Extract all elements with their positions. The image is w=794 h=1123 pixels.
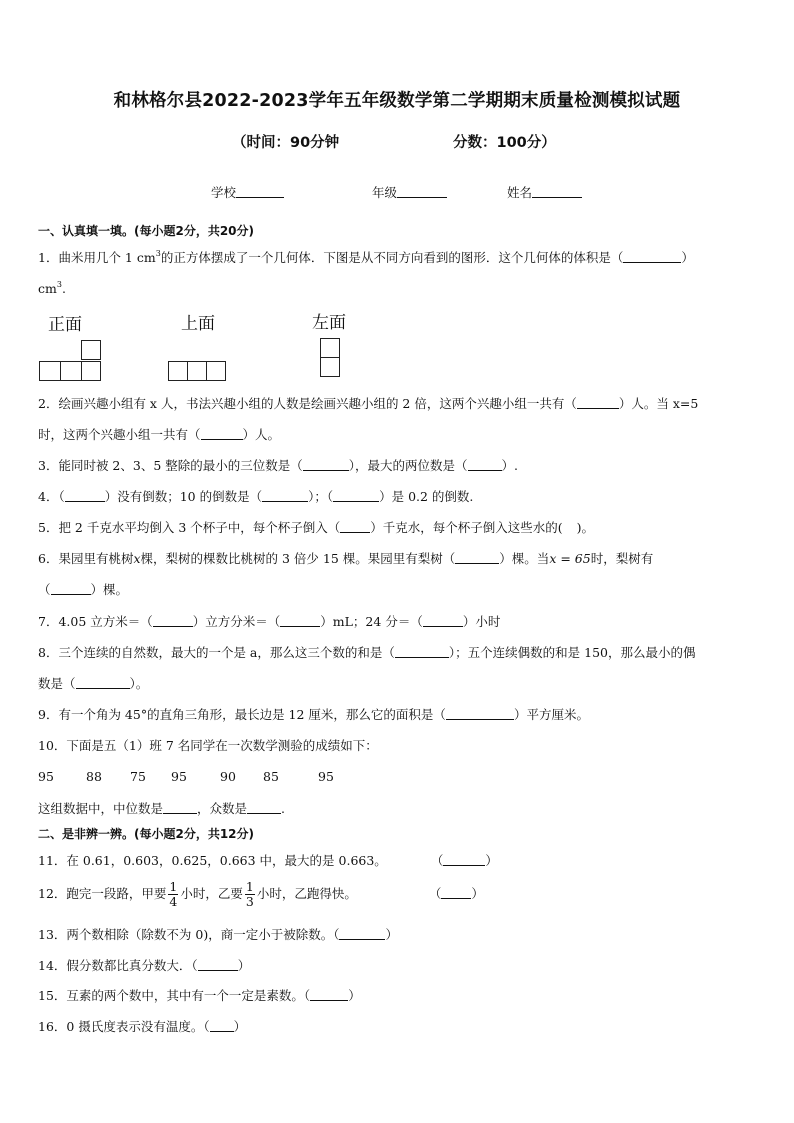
q8-text-b: ）；五个连续偶数的和是 150，那么最小的偶 bbox=[448, 645, 696, 660]
q8-text-d: ）。 bbox=[129, 676, 149, 691]
q4-blank-3[interactable] bbox=[333, 489, 379, 502]
grade-blank[interactable] bbox=[397, 185, 447, 198]
q2-text-d: ）人。 bbox=[242, 427, 281, 442]
q3-text-c: ）. bbox=[501, 458, 519, 473]
score-value: 90 bbox=[220, 769, 236, 784]
q6-text-c: ）棵。当 bbox=[499, 551, 550, 566]
q15-text: 15．互素的两个数中，其中有一个一定是素数。 bbox=[38, 988, 304, 1003]
score-value: 95 bbox=[318, 769, 334, 784]
q12-fraction-1: $\frac{1}{4}$ bbox=[169, 879, 178, 909]
q12-text-b: 小时，乙要 bbox=[180, 886, 243, 901]
q2-text-c: 时，这两个兴趣小组一共有（ bbox=[38, 427, 201, 442]
top-view-cell bbox=[206, 361, 226, 381]
q10-blank-median[interactable] bbox=[163, 801, 197, 814]
view-label-front: 正面 bbox=[48, 315, 82, 335]
q10-text-c: ，众数是 bbox=[197, 801, 248, 816]
q16-text: 16．0 摄氏度表示没有温度。 bbox=[38, 1019, 204, 1034]
question-5 bbox=[38, 520, 594, 536]
school-label: 学校 bbox=[211, 185, 237, 200]
q1-unit: cm bbox=[38, 281, 57, 296]
front-view-cell bbox=[60, 361, 82, 381]
name-blank[interactable] bbox=[532, 185, 582, 198]
q4-text-a: 4．（ bbox=[38, 489, 65, 504]
question-2-cont bbox=[38, 427, 280, 443]
q7-blank-3[interactable] bbox=[423, 614, 463, 627]
q12-text-a: 12．跑完一段路，甲要 bbox=[38, 886, 167, 901]
q6-text-a: 6．果园里有桃树 bbox=[38, 551, 134, 566]
question-7 bbox=[38, 614, 500, 630]
view-label-top: 上面 bbox=[181, 314, 215, 334]
q12-fraction-2: $\frac{1}{3}$ bbox=[245, 879, 254, 909]
school-blank[interactable] bbox=[236, 185, 284, 198]
q8-blank-1[interactable] bbox=[395, 645, 449, 658]
q8-blank-2[interactable] bbox=[76, 676, 130, 689]
q13-text: 13．两个数相除（除数不为 0)，商一定小于被除数。 bbox=[38, 927, 334, 942]
q15-answer-blank[interactable] bbox=[310, 988, 348, 1001]
q5-text-c: )。 bbox=[576, 520, 595, 535]
q7-blank-2[interactable] bbox=[280, 614, 320, 627]
section1-heading: 一、认真填一填。(每小题2分，共20分) bbox=[38, 224, 255, 238]
q8-text-a: 8．三个连续的自然数，最大的一个是 a，那么这三个数的和是（ bbox=[38, 645, 395, 660]
score-value: 95 bbox=[38, 769, 54, 784]
q9-blank[interactable] bbox=[446, 707, 514, 720]
score-value: 75 bbox=[130, 769, 146, 784]
score-value: 85 bbox=[263, 769, 279, 784]
left-view-cell bbox=[320, 357, 340, 377]
q14-answer-blank[interactable] bbox=[198, 958, 238, 971]
q3-blank-1[interactable] bbox=[303, 458, 349, 471]
q10-blank-mode[interactable] bbox=[247, 801, 281, 814]
q6-condition: x = 65 bbox=[549, 551, 591, 566]
q6-blank-2[interactable] bbox=[51, 582, 91, 595]
q6-text-e: 时，梨树有 bbox=[590, 551, 654, 566]
question-1: 1．曲米用几个 1 $cm^3$的正方体摆成了一个几何体．下图是从不同方向看到的图形．这个几何体的体积是（ ） bbox=[38, 249, 694, 265]
view-label-left: 左面 bbox=[312, 313, 346, 333]
q8-text-c: 数是（ bbox=[38, 676, 76, 691]
q3-text-b: ），最大的两位数是（ bbox=[348, 458, 468, 473]
q6-blank-1[interactable] bbox=[455, 551, 499, 564]
q3-text-a: 3．能同时被 2、3、5 整除的最小的三位数是（ bbox=[38, 458, 303, 473]
front-view-cell bbox=[39, 361, 61, 381]
q9-text-b: ）平方厘米。 bbox=[513, 707, 589, 722]
q4-blank-2[interactable] bbox=[262, 489, 308, 502]
question-3 bbox=[38, 458, 518, 474]
q2-text-b: ）人。当 x=5 bbox=[618, 396, 699, 411]
school-field bbox=[211, 183, 284, 201]
front-view-cell bbox=[81, 340, 101, 360]
q2-blank-2[interactable] bbox=[201, 427, 243, 440]
exam-score: 分数：100分） bbox=[453, 135, 556, 151]
score-value: 95 bbox=[171, 769, 187, 784]
question-9 bbox=[38, 707, 589, 723]
q5-text-b: ）千克水，每个杯子倒入这些水的( bbox=[370, 520, 563, 535]
q11-answer-blank[interactable] bbox=[443, 853, 485, 866]
top-view-cell bbox=[168, 361, 188, 381]
question-4 bbox=[38, 489, 473, 505]
q10-score-list bbox=[38, 769, 334, 785]
q16-answer-blank[interactable] bbox=[210, 1019, 234, 1032]
q2-blank-1[interactable] bbox=[577, 396, 619, 409]
grade-label: 年级 bbox=[372, 185, 398, 200]
top-view-cell bbox=[187, 361, 207, 381]
question-14: 14．假分数都比真分数大．（ ） bbox=[38, 958, 251, 973]
question-12: 12．跑完一段路，甲要 $\frac{1}{4}$ 小时，乙要 $\frac{1}{3}$ 小时，乙跑得快。 （ ） bbox=[38, 879, 484, 909]
q4-text-c: ）；（ bbox=[308, 489, 334, 504]
question-16: 16．0 摄氏度表示没有温度。（ ） bbox=[38, 1019, 247, 1034]
question-13: 13．两个数相除（除数不为 0)，商一定小于被除数。（ ） bbox=[38, 927, 398, 942]
question-8-cont bbox=[38, 676, 148, 692]
q10-text-b: 这组数据中，中位数是 bbox=[38, 801, 164, 816]
q5-text-a: 5．把 2 千克水平均倒入 3 个杯子中，每个杯子倒入（ bbox=[38, 520, 341, 535]
question-8 bbox=[38, 645, 695, 661]
q2-text-a: 2．绘画兴趣小组有 x 人，书法兴趣小组的人数是绘画兴趣小组的 2 倍，这两个兴趣小组一共有（ bbox=[38, 396, 577, 411]
question-15: 15．互素的两个数中，其中有一个一定是素数。（ ） bbox=[38, 988, 361, 1003]
q5-blank-1[interactable] bbox=[340, 520, 370, 533]
q7-blank-1[interactable] bbox=[153, 614, 193, 627]
score-value: 88 bbox=[86, 769, 102, 784]
grade-field bbox=[372, 183, 447, 201]
question-10-cont bbox=[38, 801, 285, 817]
q12-text-c: 小时，乙跑得快。 bbox=[256, 886, 357, 901]
q4-blank-1[interactable] bbox=[65, 489, 105, 502]
front-view-cell bbox=[81, 361, 101, 381]
q12-answer-blank[interactable] bbox=[441, 886, 471, 899]
q7-text-b: ）立方分米＝（ bbox=[192, 614, 281, 629]
question-11: 11．在 0.61，0.603，0.625，0.663 中，最大的是 0.663。 （ ） bbox=[38, 853, 498, 868]
page-title: 和林格尔县2022-2023学年五年级数学第二学期期末质量检测模拟试题 bbox=[113, 91, 681, 111]
left-view-cell bbox=[320, 338, 340, 358]
q4-text-b: ）没有倒数；10 的倒数是（ bbox=[104, 489, 263, 504]
q14-text: 14．假分数都比真分数大． bbox=[38, 958, 192, 973]
q1-text-a: 1．曲米用几个 1 cm bbox=[38, 250, 156, 265]
q6-text-f: （ bbox=[38, 582, 51, 597]
q10-text-d: . bbox=[281, 801, 286, 816]
q6-text-b: 棵，梨树的棵数比桃树的 3 倍少 15 棵。果园里有梨树（ bbox=[140, 551, 456, 566]
question-2 bbox=[38, 396, 698, 412]
question-1-unit: $cm^3$. bbox=[38, 280, 66, 296]
q9-text-a: 9．有一个角为 45°的直角三角形，最长边是 12 厘米，那么它的面积是（ bbox=[38, 707, 446, 722]
question-6 bbox=[38, 551, 653, 567]
q1-blank[interactable] bbox=[623, 250, 681, 263]
q6-text-g: ）棵。 bbox=[90, 582, 129, 597]
section2-heading: 二、是非辨一辨。(每小题2分，共12分) bbox=[38, 827, 255, 841]
q11-text: 11．在 0.61，0.603，0.625，0.663 中，最大的是 0.663。 bbox=[38, 853, 387, 868]
q3-blank-2[interactable] bbox=[468, 458, 502, 471]
exam-time: （时间：90分钟 bbox=[232, 135, 340, 151]
q6-var-x: x bbox=[133, 551, 141, 566]
q1-text-b: 的正方体摆成了一个几何体．下图是从不同方向看到的图形．这个几何体的体积是（ bbox=[160, 250, 624, 265]
q4-text-d: ）是 0.2 的倒数. bbox=[379, 489, 474, 504]
q13-answer-blank[interactable] bbox=[339, 927, 385, 940]
question-6-cont bbox=[38, 582, 128, 598]
q1-text-c: ） bbox=[681, 250, 694, 265]
q7-text-a: 7．4.05 立方米＝（ bbox=[38, 614, 153, 629]
question-10: 10．下面是五（1）班 7 名同学在一次数学测验的成绩如下： bbox=[38, 738, 378, 753]
name-label: 姓名 bbox=[507, 185, 533, 200]
q7-text-d: ）小时 bbox=[462, 614, 501, 629]
q7-text-c: ）mL；24 分＝（ bbox=[320, 614, 423, 629]
name-field bbox=[507, 183, 582, 201]
